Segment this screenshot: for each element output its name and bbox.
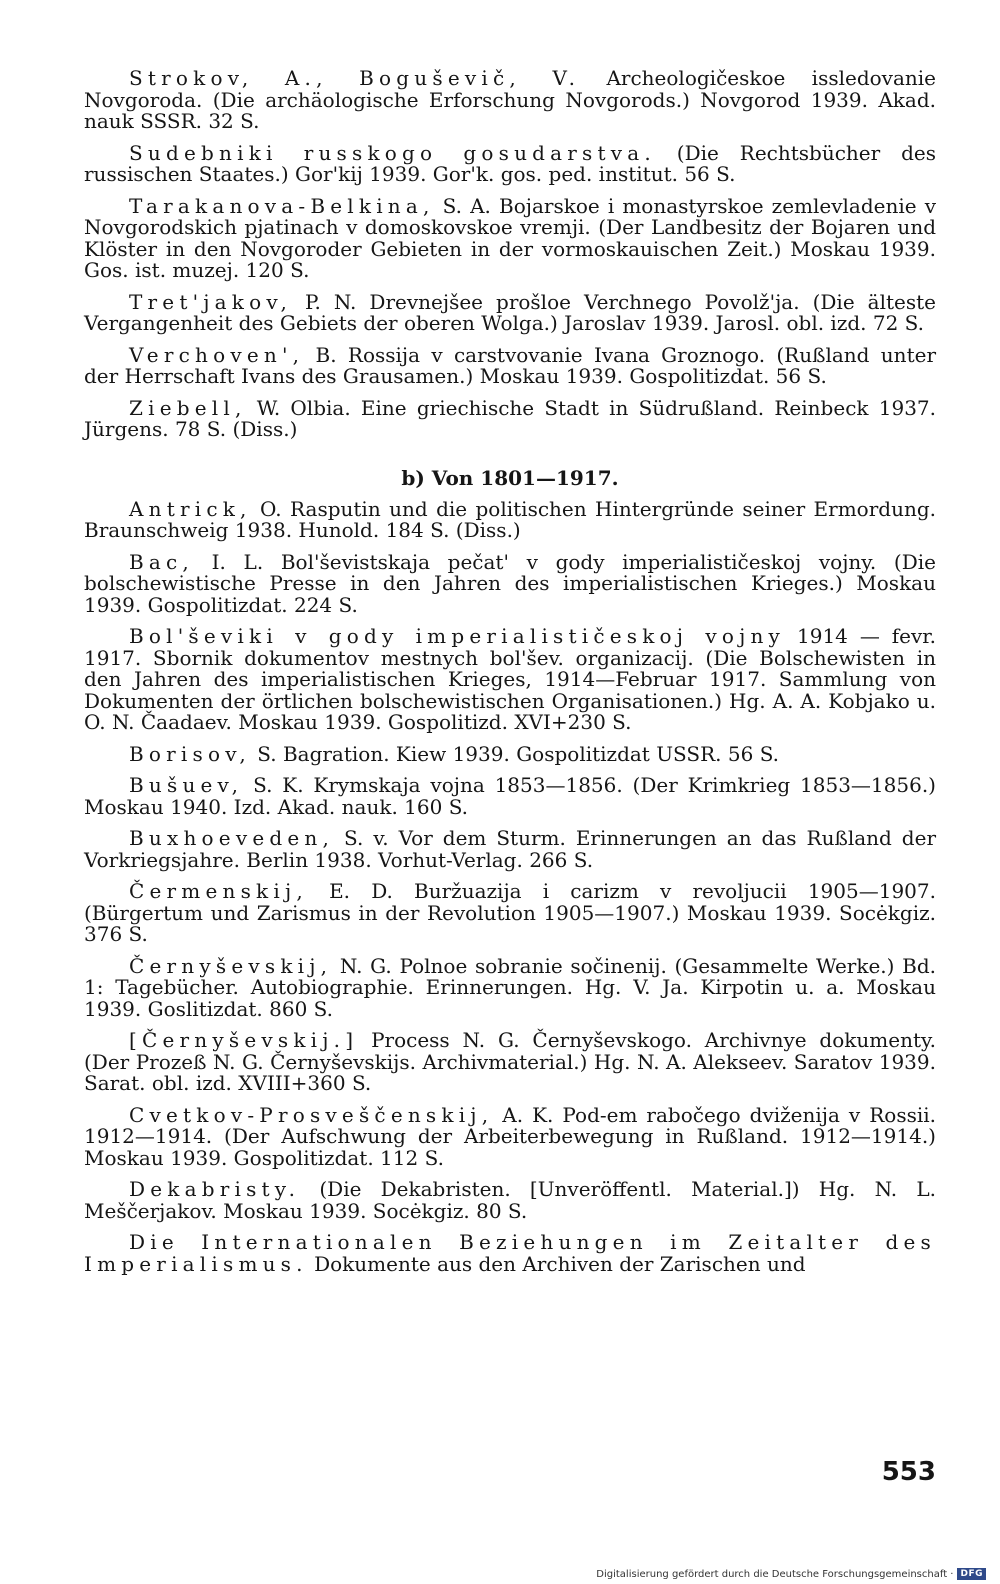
entry-text: S. Bagration. Kiew 1939. Gospolitizdat USSR. 56 S. [250, 741, 780, 766]
bibliography-entry [84, 775, 936, 818]
entry-text: Dokumente aus den Archiven der Zarischen und [307, 1251, 806, 1276]
entry-author: Sudebniki russkogo gosudarstva. [129, 140, 656, 165]
entry-author: Čermenskij, [129, 879, 308, 903]
entry-author: Tret'jakov, [129, 289, 293, 314]
entry-author: Černyševskij, [129, 953, 333, 978]
entry-text: S. K. Krymskaja vojna 1853—1856. (Der Krimkrieg 1853—1856.) Moskau 1940. Izd. Akad. nauk. 160 S. [84, 773, 936, 819]
footer-text: Digitalisierung gefördert durch die Deutsche Forschungsgemeinschaft · [596, 1568, 954, 1580]
entry-text: S. v. Vor dem Sturm. Erinnerungen an das Rußland der Vorkriegsjahre. Berlin 1938. Vorhut-Verlag. 266 S. [84, 826, 936, 872]
bibliography-entry [84, 68, 936, 133]
entry-text: O. Rasputin und die politischen Hintergründe seiner Ermordung. Braunschweig 1938. Hunold. 184 S. (Diss.) [84, 496, 936, 542]
bibliography-entry [84, 193, 936, 282]
bibliography-entry [84, 1102, 936, 1170]
bibliography-entry [84, 549, 936, 617]
bibliography-entry [84, 1232, 936, 1275]
entry-text: 1914 — fevr. 1917. Sbornik dokumentov mestnych bol'šev. organizacij. (Die Bolschewisten in den Jahren des imperialistischen Krieges, 1914—Februar 1917. Sammlung von Dokumenten der örtlichen bolschewistischen Organisationen.) Hg. A. A. Kobjako u. O. N. Čaadaev. Moskau 1939. Gospolitizd. XVI+230 S. [84, 624, 936, 734]
entry-text: S. A. Bojarskoe i monastyrskoe zemlevladenie v Novgorodskich pjatinach v domoskovskoe vremji. (Der Landbesitz der Bojaren und Klöster in den Novgoroder Gebieten in der vormoskauischen Zeit.) Moskau 1939. Gos. ist. muzej. 120 S. [84, 193, 936, 282]
entry-text: E. D. Buržuazija i carizm v revoljucii 1905—1907. (Bürgertum und Zarismus in der Revolution 1905—1907.) Moskau 1939. Socėkgiz. 376 S. [84, 879, 936, 946]
bibliography-entry [84, 626, 936, 734]
entry-list-after [84, 496, 936, 1276]
entry-author: Bac, [129, 549, 194, 574]
entry-text: N. G. Polnoe sobranie sočinenij. (Gesammelte Werke.) Bd. 1: Tagebücher. Autobiographie. Erinnerungen. Hg. V. Ja. Kirpotin u. a. Moskau 1939. Goslitizdat. 860 S. [84, 953, 936, 1021]
bibliography-entry [84, 1179, 936, 1222]
entry-author: Antrick, [129, 496, 252, 521]
entry-author: Cvetkov-Prosveščenskij, [129, 1102, 494, 1127]
entry-author: Bušuev, [129, 773, 244, 797]
digitization-footer [596, 1568, 986, 1580]
entry-text: P. N. Drevnejšee prošloe Verchnego Povolž'ja. (Die älteste Vergangenheit des Gebiets der oberen Wolga.) Jaroslav 1939. Jarosl. obl. izd. 72 S. [84, 289, 936, 335]
entry-text: W. Olbia. Eine griechische Stadt in Südrußland. Reinbeck 1937. Jürgens. 78 S. (Diss.) [84, 395, 936, 441]
bibliography-entry [84, 496, 936, 542]
entry-text: (Die Dekabristen. [Unveröffentl. Material.]) Hg. N. L. Meščerjakov. Moskau 1939. Socėkgiz. 80 S. [84, 1177, 936, 1223]
entry-author: Borisov, [129, 741, 251, 766]
entry-author: Die Internationalen Beziehungen im Zeitalter des Imperialismus. [84, 1230, 936, 1276]
entry-author: Dekabristy. [129, 1177, 301, 1201]
entry-author: Ziebell, [129, 395, 247, 420]
bibliography-entry [84, 140, 936, 186]
entry-text: A. K. Pod-em rabočego dviženija v Rossii. 1912—1914. (Der Aufschwung der Arbeiterbewegung in Rußland. 1912—1914.) Moskau 1939. Gospolitizdat. 112 S. [84, 1102, 936, 1170]
entry-author: [Černyševskij.] [129, 1028, 359, 1052]
bibliography-entry [84, 289, 936, 335]
entry-author: Buxhoeveden, [129, 826, 335, 850]
entry-text: (Die Rechtsbücher des russischen Staates.) Gor'kij 1939. Gor'k. gos. ped. institut. 56 S. [84, 140, 936, 186]
section-heading: b) Von 1801—1917. [401, 465, 619, 490]
bibliography-entry [84, 342, 936, 388]
bibliography-entry [84, 953, 936, 1021]
entry-text: B. Rossija v carstvovanie Ivana Groznogo. (Rußland unter der Herrschaft Ivans des Grausamen.) Moskau 1939. Gospolitizdat. 56 S. [84, 342, 936, 388]
entry-text: Process N. G. Černyševskogo. Archivnye dokumenty. (Der Prozeß N. G. Černyševskijs. Archivmaterial.) Hg. N. A. Alekseev. Saratov 1939. Sarat. obl. izd. XVIII+360 S. [84, 1028, 936, 1095]
bibliography-entry [84, 741, 936, 766]
bibliography-entry [84, 881, 936, 946]
bibliography-entry [84, 1030, 936, 1095]
entry-list-before [84, 68, 936, 441]
dfg-logo: DFG [957, 1568, 986, 1580]
entry-author: Tarakanova-Belkina, [129, 193, 435, 218]
page-number: 553 [881, 1457, 936, 1487]
entry-author: Verchoven', [129, 342, 305, 367]
entry-text: I. L. Bol'ševistskaja pečat' v gody imperialističeskoj vojny. (Die bolschewistische Presse in den Jahren des imperialistischen Krieges.) Moskau 1939. Gospolitizdat. 224 S. [84, 549, 936, 617]
bibliography-entry [84, 828, 936, 871]
entry-author: Bol'ševiki v gody imperialističeskoj vojny [129, 624, 786, 648]
entry-author: Strokov, A., Boguševič, V. [129, 66, 581, 90]
entry-text: Archeologičeskoe issledovanie Novgoroda. (Die archäologische Erforschung Novgorods.) Novgorod 1939. Akad. nauk SSSR. 32 S. [84, 66, 937, 133]
bibliography-page [84, 68, 936, 1285]
bibliography-entry [84, 395, 936, 441]
